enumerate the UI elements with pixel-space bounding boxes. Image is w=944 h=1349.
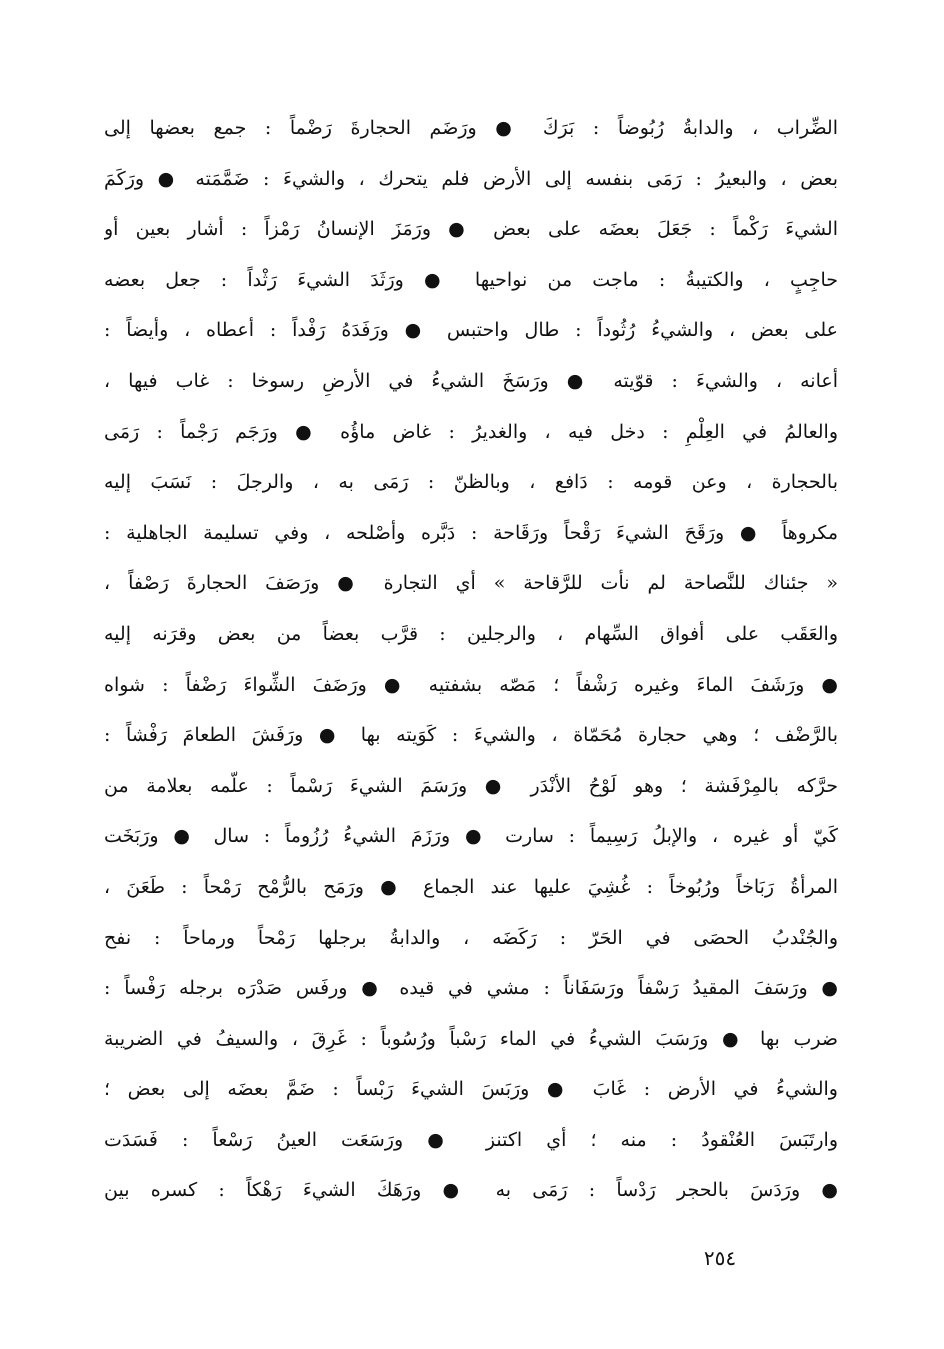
text-line: المرأةُ رَبَاخاً ورُبُوخاً : غُشِيَ عليها عند الجماع ● ورَمَح بالرُّمْح رَمْحاً : طَعَنَ ، xyxy=(104,875,838,898)
text-line: الشيءَ رَكْماً : جَعَلَ بعضَه على بعض ● ورَمَزَ الإنسانُ رَمْزاً : أشار بعين أو xyxy=(104,218,838,241)
text-line: وارتَبَسَ العُنْقودُ : منه ؛ أي اكتنز ● ورَسَعَت العينُ رَسْعاً : فَسَدَت xyxy=(104,1128,838,1151)
text-line: والعَقَب على أفواق السِّهام ، والرجلين : قرَّب بعضاً من بعض وقرَنه إليه xyxy=(104,622,838,645)
text-line: ● ورَشَفَ الماءَ وغيره رَشْفاً ؛ مَصّه بشفتيه ● ورَضَفَ الشِّواءَ رَضْفاً : شواه xyxy=(104,673,838,696)
text-line: بعض ، والبعيرُ : رَمَى بنفسه إلى الأرض فلم يتحرك ، والشيءَ : ضَمَّمَته ● ورَكَمَ xyxy=(104,167,838,190)
text-line: ● ورَسَفَ المقيدُ رَسْفاً ورَسَفَاناً : مشي في قيده ● ورفَس صَدْرَه برجله رَفْساً : xyxy=(104,977,838,1000)
text-line: بالحجارة ، وعن قومه : دَافع ، وبالظنّ : رَمَى به ، والرجلَ : نَسَبَ إليه xyxy=(104,471,838,494)
text-line: « جئناك للنَّصاحة لم نأت للرَّقاحة » أي التجارة ● ورَصَفَ الحجارةَ رَصْفاً ، xyxy=(104,572,838,595)
text-line: مكروهاً ● ورَقَحَ الشيءَ رَقْحاً ورَقَاحة : دَبَّره وأصْلحه ، وفي تسليمة الجاهلية : xyxy=(104,521,838,544)
body-text xyxy=(104,103,838,1216)
text-line: الضِّراب ، والدابةُ رُبُوضاً : بَرَكَ ● ورَضَم الحجارةَ رَضْماً : جمع بعضها إلى xyxy=(104,117,838,139)
text-line: ● ورَدَسَ بالحجر رَدْساً : رَمَى به ● ورَهَكَ الشيءَ رَهْكاً : كسره بين xyxy=(104,1179,838,1202)
text-line: والجُنْدبُ الحصَى في الحَرّ : رَكَضَه ، والدابةُ برجلها رَمْحاً ورماحاً : نفح xyxy=(104,926,838,949)
text-line: حرَّكه بالمِرْفَشة ؛ وهو لَوْحُ الأنْدَر ● ورَسَمَ الشيءَ رَسْماً : علّمه بعلامة من xyxy=(104,774,838,797)
text-line: حاجِبٍ ، والكتيبةُ : ماجت من نواحيها ● ورَثَدَ الشيءَ رَثْداً : جعل بعضه xyxy=(104,268,838,291)
text-line: والشيءُ في الأرض : غَابَ ● ورَبَسَ الشيءَ رَبْساً : ضَمَّ بعضَه إلى بعض ؛ xyxy=(104,1078,838,1101)
text-line: ضرب بها ● ورَسَبَ الشيءُ في الماء رَسْباً ورُسُوباً : غَرِقَ ، والسيفُ في الضريبة xyxy=(104,1027,838,1050)
text-line: بالرَّضْف ؛ وهي حجارة مُحَمّاة ، والشيءَ : كَوَيته بها ● ورَفَشَ الطعامَ رَفْشاً : xyxy=(104,724,838,747)
text-line: كَيّ أو غيره ، والإبلُ رَسِيماً : سارت ● ورَزَمَ الشيءُ رُزُوماً : سال ● ورَبَخَت xyxy=(104,825,838,848)
text-line: والعالمُ في العِلْمِ : دخل فيه ، والغديرُ : غاض ماؤُه ● ورَجَم رَجْماً : رَمَى xyxy=(104,420,838,443)
page-number: ٢٥٤ xyxy=(703,1246,737,1270)
text-line: أعانه ، والشيءَ : قوّيته ● ورَسَخَ الشيءُ في الأرضِ رسوخا : غاب فيها ، xyxy=(104,369,838,392)
text-line: على بعض ، والشيءُ رُثُوداً : طال واحتبس ● ورَفَدَهُ رَفْداً : أعطاه ، وأيضاً : xyxy=(104,319,838,342)
